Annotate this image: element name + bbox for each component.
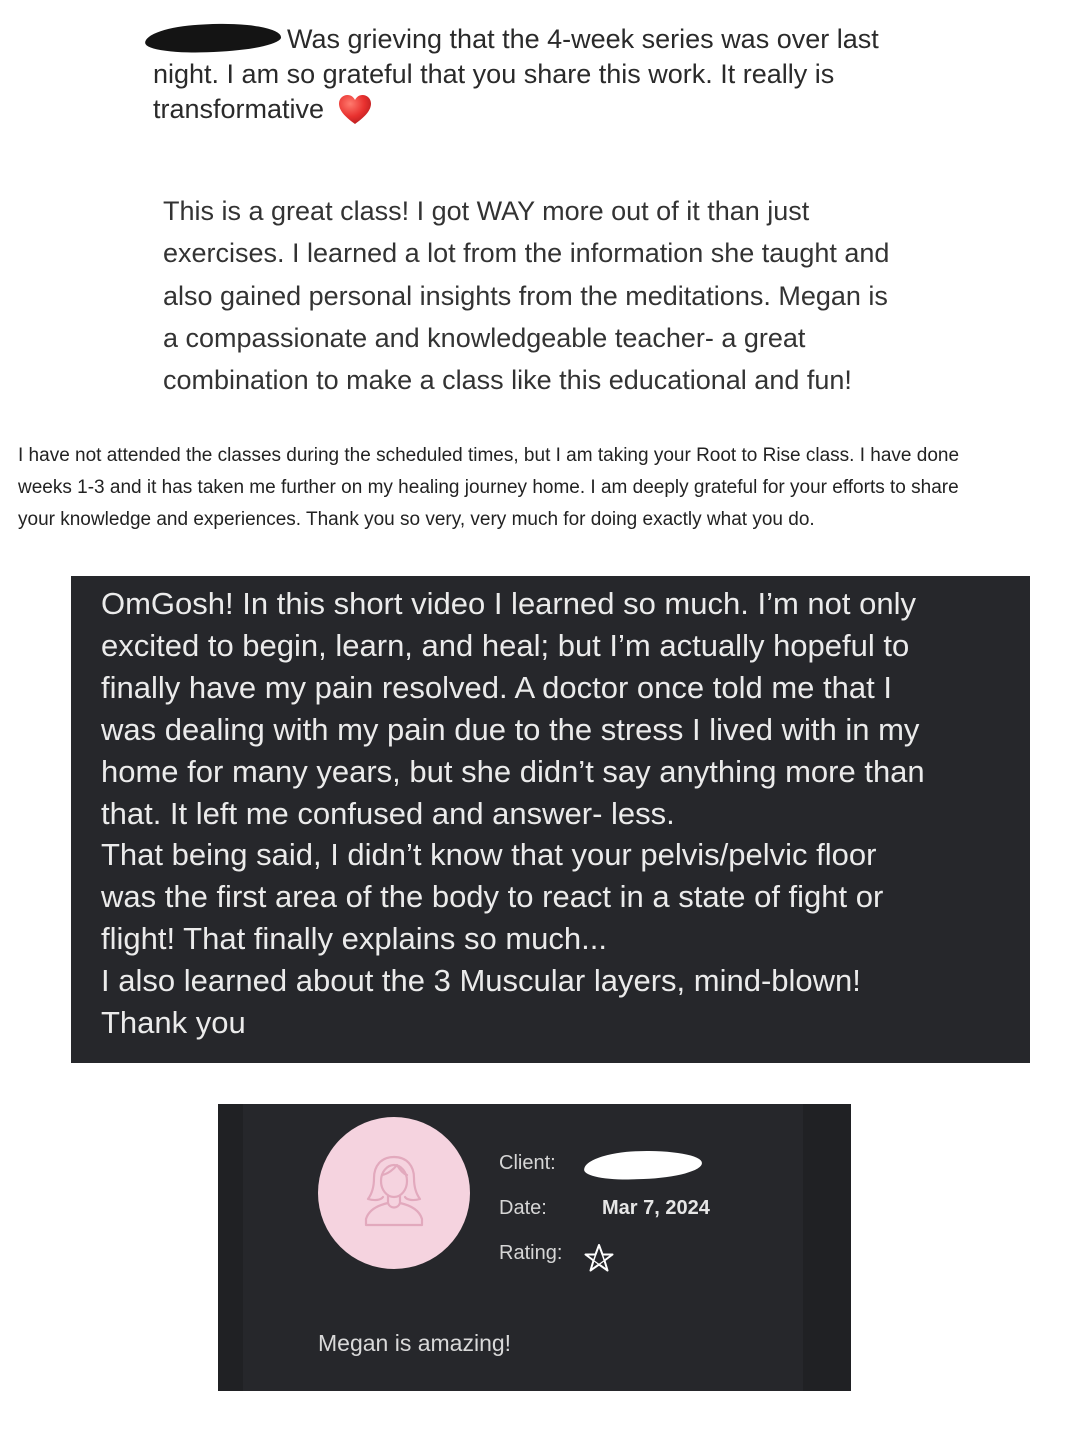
testimonial-4-text: OmGosh! In this short video I learned so much. I’m not only excited to begin, learn, and heal; but I’m actually hopeful to finally have my pain resolved. A doctor once told me that I was dealing with my pain due to the stress I lived with in my home for many years, but she didn’t say anything more than that. It left me confused and answer- less. That being said, I didn’t know that your pelvis/pelvic floor was the first area of the body to react in a state of fight or flight! That finally explains so much... I also learned about the 3 Muscular layers, mind-blown! Thank you: [101, 586, 925, 1041]
user-avatar-icon: [361, 1153, 427, 1229]
client-label: Client:: [499, 1152, 556, 1174]
date-label: Date:: [499, 1197, 547, 1219]
redacted-author-name: [144, 20, 281, 55]
testimonial-1-line-1: Was grieving that the 4-week series was over last: [287, 24, 879, 54]
rating-label: Rating:: [499, 1242, 563, 1264]
date-value: Mar 7, 2024: [602, 1197, 710, 1219]
review-comment: Megan is amazing!: [318, 1330, 512, 1356]
avatar-bottom-crop: [318, 1271, 470, 1283]
testimonial-1-line-3: transformative: [153, 94, 325, 124]
testimonial-review-2: This is a great class! I got WAY more out of it than just exercises. I learned a lot from the information she taught and also gained personal insights from the meditations. Megan is a compassionate and knowledgeable teacher- a great combination to make a class like this educational and fun!: [163, 196, 890, 396]
star-outline-icon: [584, 1243, 614, 1279]
client-avatar: [318, 1117, 470, 1269]
testimonial-1-line-2: night. I am so grateful that you share this work. It really is: [153, 59, 835, 89]
testimonial-dark-panel-4: [71, 576, 1030, 1063]
testimonial-comment-1: [153, 22, 953, 135]
testimonial-email-3: I have not attended the classes during the scheduled times, but I am taking your Root to Rise class. I have done weeks 1-3 and it has taken me further on my healing journey home. I am deeply grateful for your efforts to share your knowledge and experiences. Thank you so very, very much for doing exactly what you do.: [18, 445, 960, 531]
heart-emoji-icon: [338, 94, 372, 135]
